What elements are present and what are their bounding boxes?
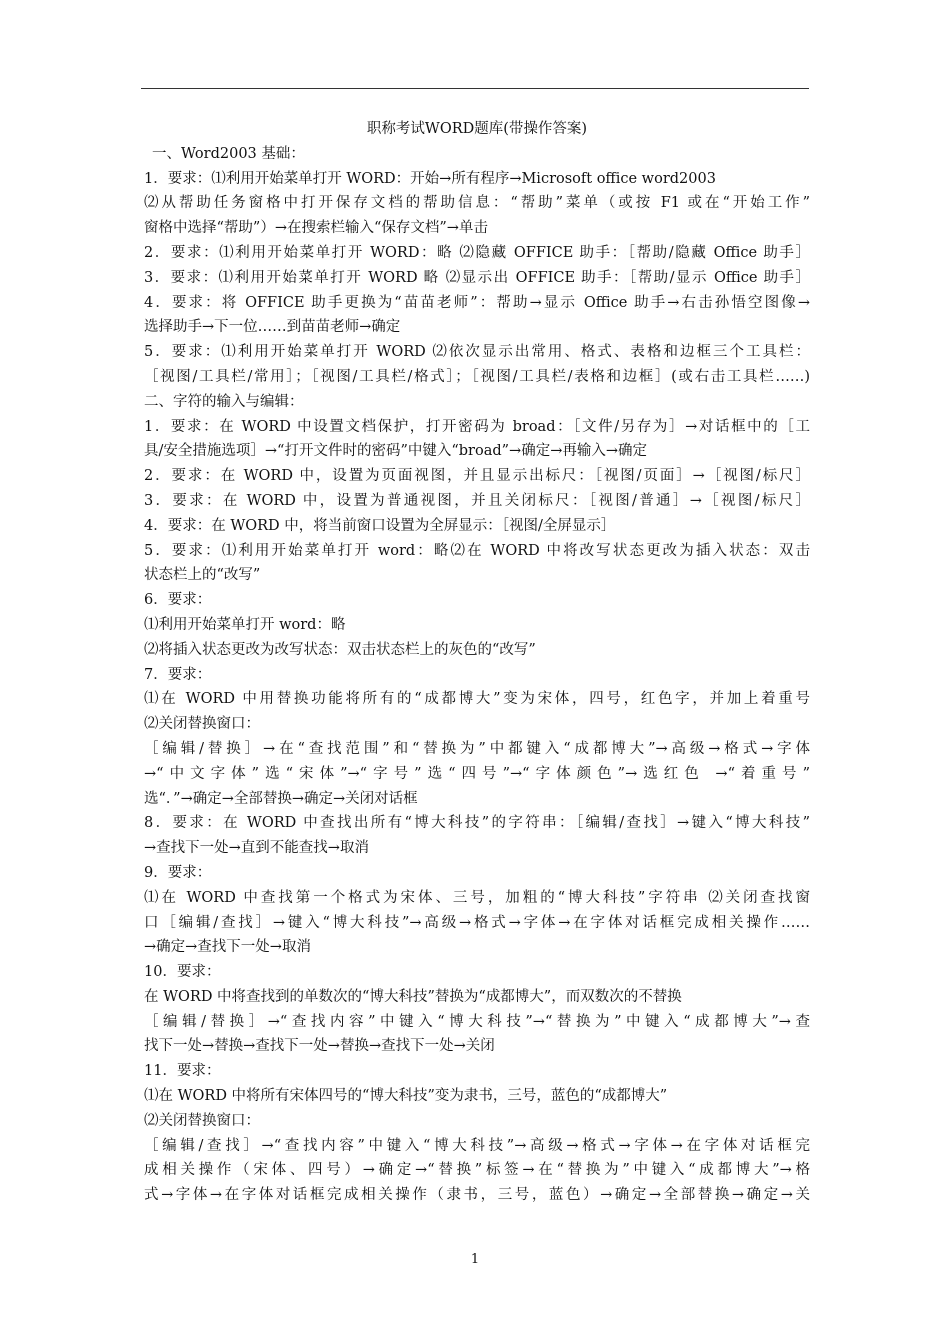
text-line: 8．要求：在 WORD 中查找出所有“博大科技”的字符串：［编辑/查找］→键入“博大科技” bbox=[144, 815, 810, 832]
text-line: 找下一处→替换→查找下一处→替换→查找下一处→关闭 bbox=[144, 1038, 495, 1055]
header-rule bbox=[141, 88, 809, 89]
text-line: 4．要求：将 OFFICE 助手更换为“苗苗老师”：帮助→显示 Office 助手→右击孙悟空图像→ bbox=[144, 294, 810, 311]
text-line: 9．要求： bbox=[144, 864, 212, 881]
text-line: ⑴利用开始菜单打开 word：略 bbox=[144, 616, 346, 633]
document-title: 职称考试WORD题库(带操作答案) bbox=[366, 121, 588, 137]
page-number: 1 bbox=[470, 1252, 480, 1267]
text-line: 2．要求：在 WORD 中，设置为页面视图，并且显示出标尺：［视图/页面］→［视图/标尺］ bbox=[144, 468, 810, 485]
text-line: 6．要求： bbox=[144, 592, 212, 609]
text-line: →查找下一处→直到不能查找→取消 bbox=[144, 840, 369, 857]
text-line: ⑵从帮助任务窗格中打开保存文档的帮助信息：“帮助”菜单（或按 F1 或在“开始工作” bbox=[144, 195, 810, 212]
document-lines bbox=[144, 142, 810, 1208]
text-line: 口［编辑/查找］→键入“博大科技”→高级→格式→字体→在字体对话框完成相关操作…… bbox=[144, 914, 810, 931]
text-line: 成相关操作（宋体、四号）→确定→“替换”标签→在“替换为”中键入“成都博大”→格 bbox=[144, 1162, 810, 1179]
text-line: 5．要求：⑴利用开始菜单打开 WORD ⑵依次显示出常用、格式、表格和边框三个工具栏： bbox=[144, 344, 810, 361]
text-line: 选“．”→确定→全部替换→确定→关闭对话框 bbox=[144, 790, 418, 807]
text-line: →确定→查找下一处→取消 bbox=[144, 939, 311, 956]
text-line: 11．要求： bbox=[144, 1063, 221, 1080]
text-line: ⑵将插入状态更改为改写状态：双击状态栏上的灰色的“改写” bbox=[144, 641, 536, 658]
text-line: 二、字符的输入与编辑： bbox=[144, 393, 304, 410]
text-line: 1．要求：在 WORD 中设置文档保护，打开密码为 broad：［文件/另存为］→对话框中的［工 bbox=[144, 418, 810, 435]
text-line: 5．要求：⑴利用开始菜单打开 word：略⑵在 WORD 中将改写状态更改为插入状态：双击 bbox=[144, 542, 810, 559]
text-line: ⑵关闭替换窗口： bbox=[144, 716, 260, 733]
text-line: 7．要求： bbox=[144, 666, 212, 683]
text-line: ［编辑/替换］→在“查找范围”和“替换为”中都键入“成都博大”→高级→格式→字体 bbox=[144, 740, 810, 757]
text-line: ⑵关闭替换窗口： bbox=[144, 1112, 260, 1129]
text-line: ［视图/工具栏/常用］；［视图/工具栏/格式］；［视图/工具栏/表格和边框］(或右击工具栏……) bbox=[144, 368, 810, 385]
text-line: 3．要求：在 WORD 中，设置为普通视图，并且关闭标尺：［视图/普通］→［视图/标尺］ bbox=[144, 492, 810, 509]
text-line: 窗格中选择“帮助”）→在搜索栏输入“保存文档”→单击 bbox=[144, 220, 488, 237]
text-line: 2．要求：⑴利用开始菜单打开 WORD：略 ⑵隐藏 OFFICE 助手：［帮助/隐藏 Office 助手］ bbox=[144, 244, 810, 261]
text-line: 在 WORD 中将查找到的单数次的“博大科技”替换为“成都博大”，而双数次的不替换 bbox=[144, 988, 682, 1005]
text-line: ［编辑/查找］→“查找内容”中键入“博大科技”→高级→格式→字体→在字体对话框完 bbox=[144, 1137, 810, 1154]
text-line: ⑴在 WORD 中将所有宋体四号的“博大科技”变为隶书，三号，蓝色的“成都博大” bbox=[144, 1088, 668, 1105]
text-line: 式→字体→在字体对话框完成相关操作（隶书，三号，蓝色）→确定→全部替换→确定→关 bbox=[144, 1187, 810, 1204]
text-line: 选择助手→下一位……到苗苗老师→确定 bbox=[144, 319, 401, 336]
text-line: 具/安全措施选项］→“打开文件时的密码”中键入“broad”→确定→再输入→确定 bbox=[144, 443, 648, 460]
text-line: ⑴在 WORD 中查找第一个格式为宋体、三号，加粗的“博大科技”字符串 ⑵关闭查找窗 bbox=[144, 889, 810, 906]
text-line: 10．要求： bbox=[144, 964, 221, 981]
text-line: 1．要求：⑴利用开始菜单打开 WORD：开始→所有程序→Microsoft office word2003 bbox=[144, 170, 716, 187]
document-body bbox=[144, 117, 810, 1208]
text-line: ［编辑/替换］→“查找内容”中键入“博大科技”→“替换为”中键入“成都博大”→查 bbox=[144, 1013, 810, 1030]
text-line: ⑴在 WORD 中用替换功能将所有的“成都博大”变为宋体，四号，红色字，并加上着重号 bbox=[144, 691, 810, 708]
text-line: 4．要求：在 WORD 中，将当前窗口设置为全屏显示：［视图/全屏显示］ bbox=[144, 517, 616, 534]
text-line: 一、Word2003 基础： bbox=[152, 145, 305, 162]
text-line: →“中文字体”选“宋体”→“字号”选“四号”→“字体颜色”→选红色 →“着重号” bbox=[144, 765, 810, 782]
text-line: 3．要求：⑴利用开始菜单打开 WORD 略 ⑵显示出 OFFICE 助手：［帮助/显示 Office 助手］ bbox=[144, 269, 810, 286]
text-line: 状态栏上的“改写” bbox=[144, 567, 261, 584]
